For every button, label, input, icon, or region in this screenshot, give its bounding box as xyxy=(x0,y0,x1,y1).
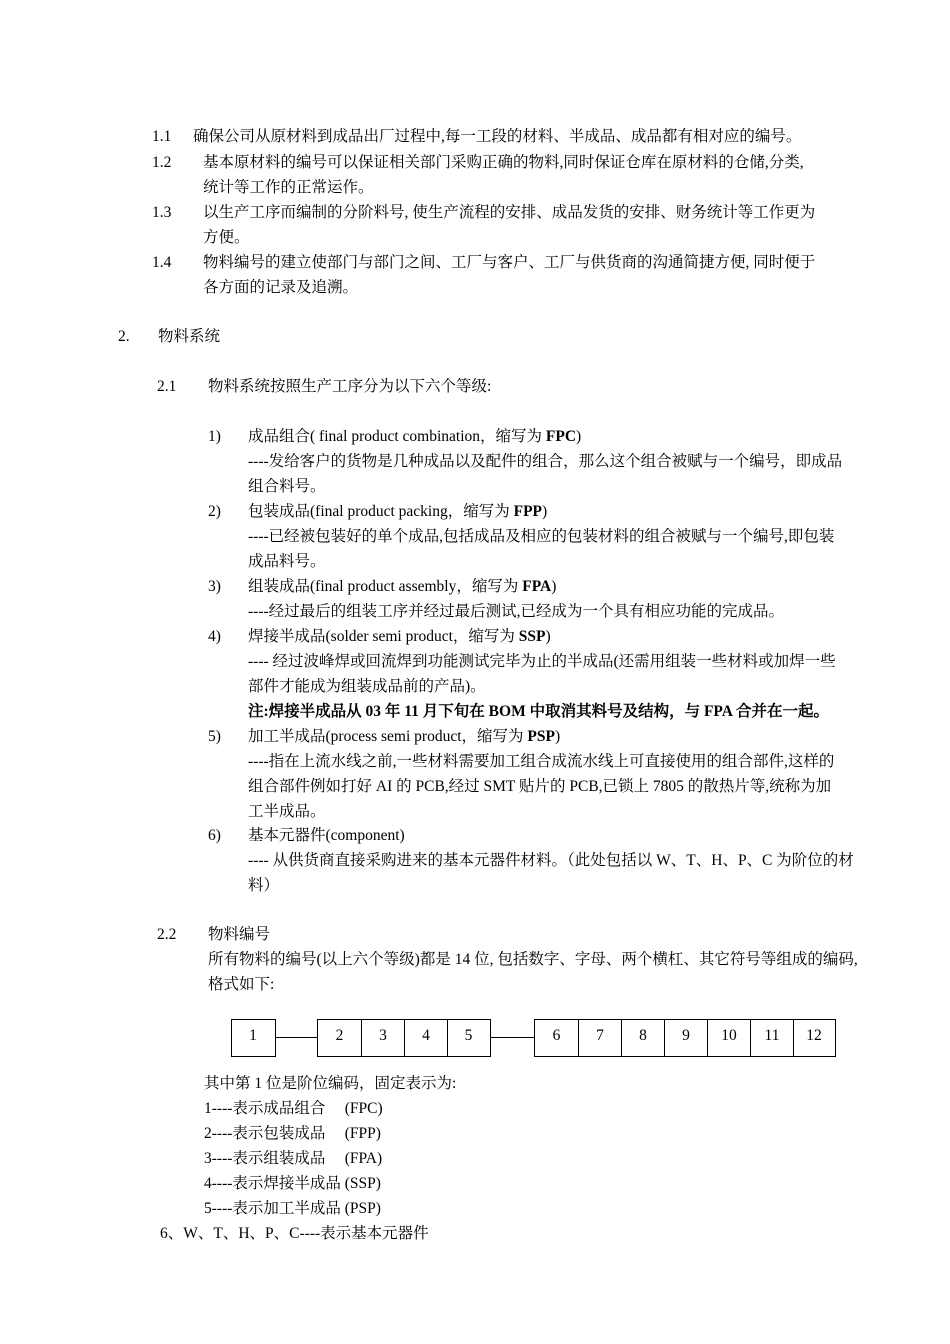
level-number: 6) xyxy=(208,827,221,844)
level-abbr: FPA xyxy=(522,578,552,595)
item-text: 物料编号的建立使部门与部门之间、工厂与客户、工厂与供货商的沟通简捷方便, 同时便于 xyxy=(203,254,816,271)
code-cell: 11 xyxy=(750,1020,793,1056)
item-number: 1.2 xyxy=(152,154,172,171)
section-number: 2. xyxy=(118,328,130,345)
code-group-1 xyxy=(231,1019,276,1057)
level-number: 5) xyxy=(208,728,221,745)
explain-line: 6、W、T、H、P、C----表示基本元器件 xyxy=(160,1225,429,1242)
level-note: 注:焊接半成品从 03 年 11 月下旬在 BOM 中取消其料号及结构，与 FPA 合并在一起。 xyxy=(248,703,829,720)
code-separator-dash xyxy=(491,1037,534,1038)
level-desc: 组合料号。 xyxy=(248,478,326,495)
code-group-3 xyxy=(534,1019,836,1057)
item-number: 1.3 xyxy=(152,204,172,221)
level-abbr: PSP xyxy=(527,728,555,745)
level-name: 焊接半成品(solder semi product，缩写为 SSP) xyxy=(248,628,551,645)
explain-line: 1----表示成品组合 (FPC) xyxy=(204,1100,383,1117)
item-text: 统计等工作的正常运作。 xyxy=(203,179,374,196)
level-abbr: FPC xyxy=(545,428,577,445)
item-number: 1.4 xyxy=(152,254,172,271)
level-name: 包装成品(final product packing，缩写为 FPP) xyxy=(248,503,548,520)
section-title: 物料系统 xyxy=(158,328,221,345)
paragraph-line: 所有物料的编号(以上六个等级)都是 14 位, 包括数字、字母、两个横杠、其它符号等组成的编码, xyxy=(208,951,858,968)
level-number: 1) xyxy=(208,428,221,445)
item-text: 各方面的记录及追溯。 xyxy=(203,279,359,296)
code-cell: 2 xyxy=(335,1027,344,1044)
level-desc: ----指在上流水线之前,一些材料需要加工组合成流水线上可直接使用的组合部件,这样的 xyxy=(248,753,835,770)
level-name: 加工半成品(process semi product，缩写为 PSP) xyxy=(248,728,561,745)
code-cell: 8 xyxy=(621,1020,664,1056)
level-number: 4) xyxy=(208,628,221,645)
code-cell: 12 xyxy=(793,1020,834,1056)
item-text: 以生产工序而编制的分阶料号, 使生产流程的安排、成品发货的安排、财务统计等工作更为 xyxy=(203,204,816,221)
code-cell: 6 xyxy=(552,1027,561,1044)
item-text: 方便。 xyxy=(203,229,250,246)
code-cell: 3 xyxy=(361,1020,404,1056)
level-name: 组装成品(final product assembly，缩写为 FPA) xyxy=(248,578,557,595)
level-desc: ----发给客户的货物是几种成品以及配件的组合，那么这个组合被赋与一个编号，即成品 xyxy=(248,453,843,470)
explain-line: 5----表示加工半成品 (PSP) xyxy=(204,1200,381,1217)
level-name: 基本元器件(component) xyxy=(248,827,405,844)
explain-line: 3----表示组装成品 (FPA) xyxy=(204,1150,383,1167)
item-text: 确保公司从原材料到成品出厂过程中,每一工段的材料、半成品、成品都有相对应的编号。 xyxy=(193,128,802,145)
explain-line: 4----表示焊接半成品 (SSP) xyxy=(204,1175,381,1192)
level-abbr: FPP xyxy=(513,503,543,520)
level-desc: 组合部件例如打好 AI 的 PCB,经过 SMT 贴片的 PCB,已锁上 7805 的散热片等,统称为加 xyxy=(248,778,832,795)
level-abbr: SSP xyxy=(518,628,546,645)
code-cell: 10 xyxy=(707,1020,750,1056)
level-name: 成品组合( final product combination，缩写为 FPC) xyxy=(248,428,582,445)
code-cell: 7 xyxy=(578,1020,621,1056)
code-cell: 1 xyxy=(249,1027,257,1044)
code-cell: 9 xyxy=(664,1020,707,1056)
item-number: 1.1 xyxy=(152,128,172,145)
level-desc: ----已经被包装好的单个成品,包括成品及相应的包装材料的组合被赋与一个编号,即包装 xyxy=(248,528,835,545)
code-separator-dash xyxy=(276,1037,317,1038)
level-desc: ---- 经过波峰焊或回流焊到功能测试完毕为止的半成品(还需用组装一些材料或加焊一些 xyxy=(248,653,836,670)
subsection-title: 物料系统按照生产工序分为以下六个等级: xyxy=(208,378,492,395)
level-desc: 成品料号。 xyxy=(248,553,326,570)
subsection-title: 物料编号 xyxy=(208,926,271,943)
paragraph-line: 格式如下: xyxy=(208,976,275,993)
code-cell: 4 xyxy=(404,1020,447,1056)
subsection-number: 2.1 xyxy=(157,378,177,395)
code-cell: 5 xyxy=(447,1020,489,1056)
subsection-number: 2.2 xyxy=(157,926,177,943)
level-desc: ---- 从供货商直接采购进来的基本元器件材料。（此处包括以 W、T、H、P、C 为阶位的材 xyxy=(248,852,854,869)
level-desc: 料） xyxy=(248,877,280,894)
explain-title: 其中第 1 位是阶位编码，固定表示为: xyxy=(204,1075,457,1092)
level-number: 3) xyxy=(208,578,221,595)
item-text: 基本原材料的编号可以保证相关部门采购正确的物料,同时保证仓库在原材料的仓储,分类, xyxy=(203,154,804,171)
explain-line: 2----表示包装成品 (FPP) xyxy=(204,1125,381,1142)
code-group-2 xyxy=(317,1019,491,1057)
level-number: 2) xyxy=(208,503,221,520)
level-desc: ----经过最后的组装工序并经过最后测试,已经成为一个具有相应功能的完成品。 xyxy=(248,603,785,620)
level-desc: 部件才能成为组装成品前的产品)。 xyxy=(248,678,486,695)
level-desc: 工半成品。 xyxy=(248,803,326,820)
